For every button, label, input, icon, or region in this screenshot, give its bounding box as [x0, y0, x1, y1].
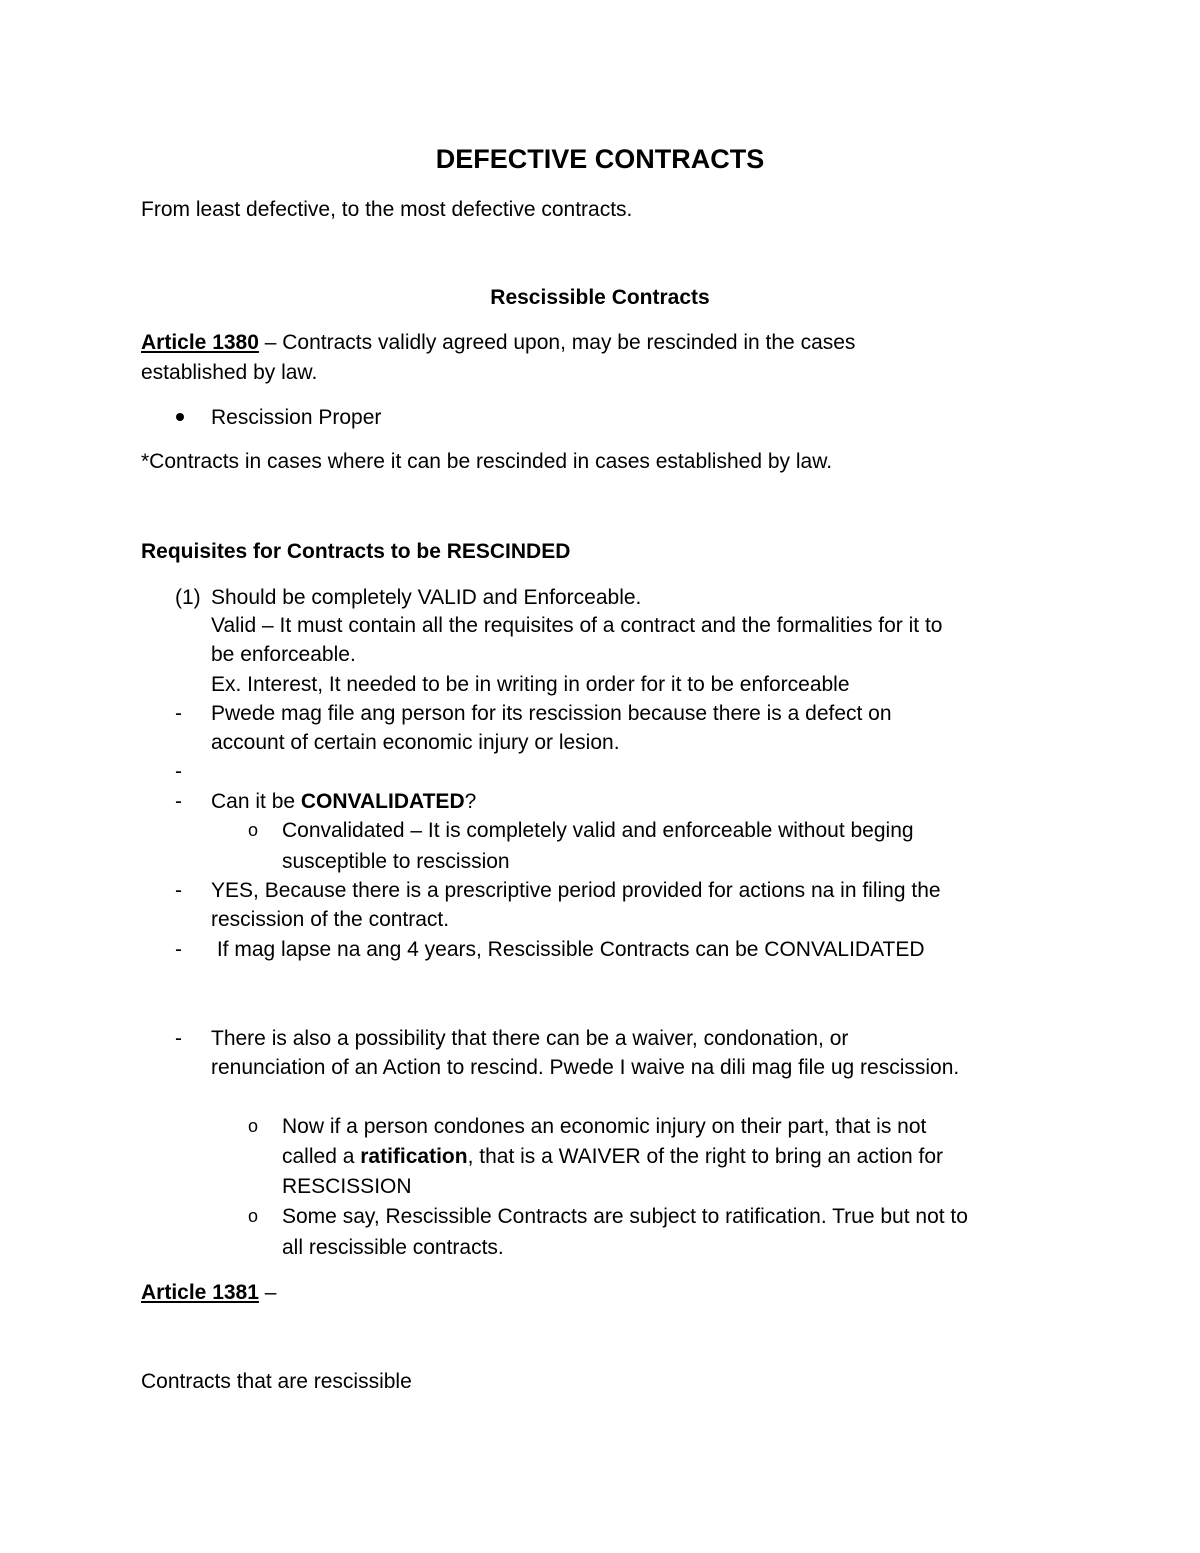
circle-bullet-icon: o [248, 1116, 259, 1136]
convalidated-definition: Convalidated – It is completely valid and enforceable without beging [282, 819, 914, 842]
valid-definition-cont: be enforceable. [211, 643, 356, 666]
convalidated-definition-cont: susceptible to rescission [282, 850, 510, 873]
dash-marker: - [175, 790, 182, 813]
article-1380-label: Article 1380 [141, 331, 259, 354]
intro-text: From least defective, to the most defective contracts. [141, 198, 633, 221]
circle-bullet-icon: o [248, 820, 259, 840]
article-1380-text-cont: established by law. [141, 361, 318, 384]
pwede-text-cont: account of certain economic injury or lesion. [211, 731, 620, 754]
convalidated-term: CONVALIDATED [300, 790, 465, 813]
condone-text: Now if a person condones an economic injury on their part, that is not [282, 1115, 927, 1138]
article-1381-line: Article 1381 – [141, 1281, 277, 1304]
dash-marker: - [175, 879, 182, 902]
note-text: *Contracts in cases where it can be rescinded in cases established by law. [141, 450, 833, 473]
some-say-text-cont: all rescissible contracts. [282, 1236, 504, 1259]
item-number: (1) [175, 586, 201, 609]
circle-bullet-icon: o [248, 1206, 259, 1226]
closing-text: Contracts that are rescissible [141, 1370, 412, 1393]
yes-answer: YES, Because there is a prescriptive period provided for actions na in filing the [211, 879, 941, 902]
dash-marker: - [175, 1027, 182, 1050]
section-heading-rescissible: Rescissible Contracts [490, 286, 710, 309]
waiver-text-cont: renunciation of an Action to rescind. Pwede I waive na dili mag file ug rescission. [211, 1056, 960, 1079]
lapse-text: If mag lapse na ang 4 years, Rescissible Contracts can be CONVALIDATED [211, 938, 925, 961]
valid-definition: Valid – It must contain all the requisites of a contract and the formalities for it to [211, 614, 943, 637]
waiver-text: There is also a possibility that there can be a waiver, condonation, or [211, 1027, 849, 1050]
condone-text-cont: called a ratification, that is a WAIVER of the right to bring an action for [282, 1145, 944, 1168]
bullet-item-rescission-proper: Rescission Proper [211, 406, 382, 429]
example-text: Ex. Interest, It needed to be in writing in order for it to be enforceable [211, 673, 850, 696]
article-1380-line [141, 328, 855, 357]
document-title: DEFECTIVE CONTRACTS [435, 144, 765, 174]
dash-marker: - [175, 938, 182, 961]
article-1381-label: Article 1381 [141, 1281, 259, 1304]
bullet-icon [176, 413, 184, 421]
ratification-term: ratification [360, 1145, 468, 1168]
yes-answer-cont: rescission of the contract. [211, 908, 450, 931]
article-1380-text: – Contracts validly agreed upon, may be rescinded in the cases [258, 331, 856, 354]
dash-marker: - [175, 760, 182, 783]
dash-marker: - [175, 702, 182, 725]
item-1-text: Should be completely VALID and Enforceable. [211, 586, 642, 609]
some-say-text: Some say, Rescissible Contracts are subject to ratification. True but not to [282, 1205, 968, 1228]
pwede-text: Pwede mag file ang person for its rescission because there is a defect on [211, 702, 892, 725]
convalidated-question: Can it be CONVALIDATED? [211, 790, 477, 813]
condone-text-end: RESCISSION [282, 1175, 412, 1198]
requisites-heading: Requisites for Contracts to be RESCINDED [141, 540, 571, 563]
